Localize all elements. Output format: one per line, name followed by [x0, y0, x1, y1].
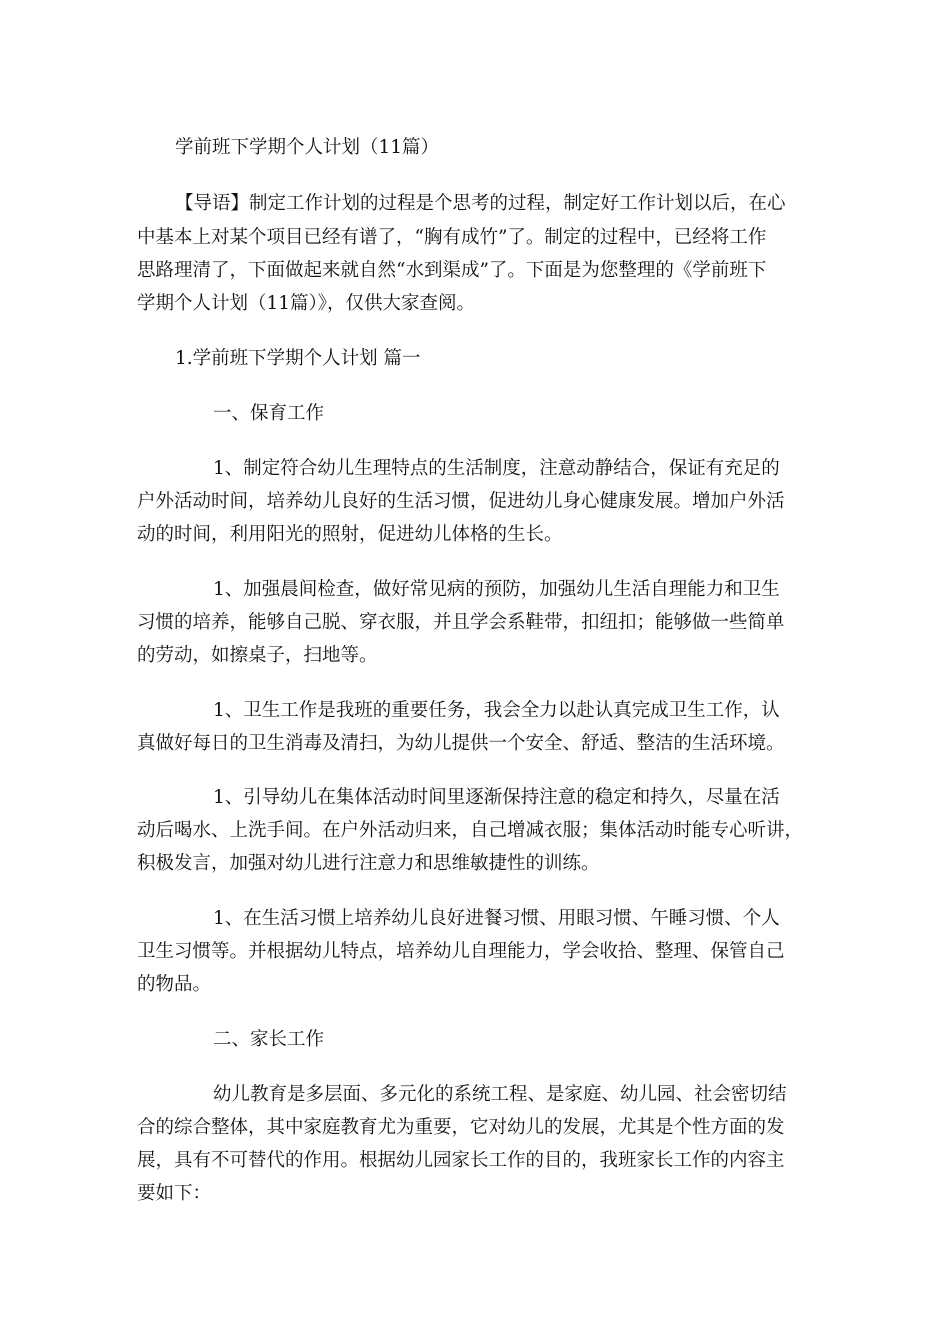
item-4-line-2: 动后喝水、上洗手间。在户外活动归来，自己增减衣服；集体活动时能专心听讲， [137, 820, 804, 841]
intro-line-3: 思路理清了，下面做起来就自然“水到渠成”了。下面是为您整理的《学前班下 [137, 260, 767, 281]
section-1-heading: 1.学前班下学期个人计划 篇一 [175, 348, 421, 369]
item-4-line-3: 积极发言，加强对幼儿进行注意力和思维敏捷性的训练。 [137, 853, 600, 874]
parent-paragraph-line-4: 要如下： [137, 1183, 212, 1204]
document-title: 学前班下学期个人计划（11篇） [175, 137, 440, 158]
item-5-line-2: 卫生习惯等。并根据幼儿特点，培养幼儿自理能力，学会收拾、整理、保管自己 [137, 941, 785, 962]
item-4-line-1: 1、引导幼儿在集体活动时间里逐渐保持注意的稳定和持久，尽量在活 [213, 787, 780, 808]
part-1-heading: 一、保育工作 [213, 403, 325, 424]
intro-line-1: 【导语】制定工作计划的过程是个思考的过程，制定好工作计划以后，在心 [175, 193, 786, 214]
item-1-line-3: 动的时间，利用阳光的照射，促进幼儿体格的生长。 [137, 524, 563, 545]
item-2-line-2: 习惯的培养，能够自己脱、穿衣服，并且学会系鞋带，扣纽扣；能够做一些简单 [137, 612, 785, 633]
item-1-line-2: 户外活动时间，培养幼儿良好的生活习惯，促进幼儿身心健康发展。增加户外活 [137, 491, 785, 512]
item-2-line-1: 1、加强晨间检查，做好常见病的预防，加强幼儿生活自理能力和卫生 [213, 579, 780, 600]
parent-paragraph-line-2: 合的综合整体，其中家庭教育尤为重要，它对幼儿的发展，尤其是个性方面的发 [137, 1117, 785, 1138]
parent-paragraph-line-3: 展，具有不可替代的作用。根据幼儿园家长工作的目的，我班家长工作的内容主 [137, 1150, 785, 1171]
intro-line-4: 学期个人计划（11篇）》，仅供大家查阅。 [137, 293, 476, 314]
item-5-line-3: 的物品。 [137, 974, 212, 995]
item-1-line-1: 1、制定符合幼儿生理特点的生活制度，注意动静结合，保证有充足的 [213, 458, 780, 479]
item-3-line-1: 1、卫生工作是我班的重要任务，我会全力以赴认真完成卫生工作，认 [213, 700, 780, 721]
item-2-line-3: 的劳动，如擦桌子，扫地等。 [137, 645, 378, 666]
part-2-heading: 二、家长工作 [213, 1029, 325, 1050]
item-5-line-1: 1、在生活习惯上培养幼儿良好进餐习惯、用眼习惯、午睡习惯、个人 [213, 908, 780, 929]
parent-paragraph-line-1: 幼儿教育是多层面、多元化的系统工程、是家庭、幼儿园、社会密切结 [213, 1084, 787, 1105]
intro-line-2: 中基本上对某个项目已经有谱了，“胸有成竹”了。制定的过程中，已经将工作 [137, 227, 767, 248]
item-3-line-2: 真做好每日的卫生消毒及清扫，为幼儿提供一个安全、舒适、整洁的生活环境。 [137, 733, 785, 754]
